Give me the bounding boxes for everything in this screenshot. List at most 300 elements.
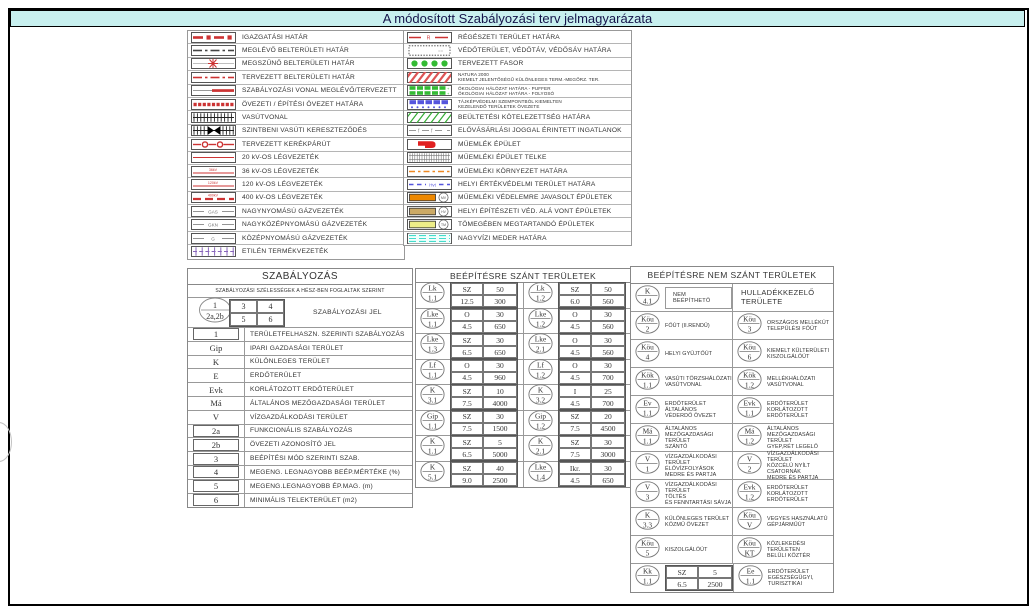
- grid-cell: 40: [483, 462, 517, 474]
- zone-label: KIEMELT KÜLTERÜLETI KISZOLGÁLÓÚT: [767, 347, 830, 360]
- legend-row: [404, 232, 631, 245]
- legend-label: KÖZÉPNYOMÁSÚ GÁZVEZETÉK: [242, 234, 348, 242]
- szabalyozas-row: [188, 383, 412, 397]
- svg-text:2.1: 2.1: [535, 344, 546, 354]
- svg-text:Köu: Köu: [743, 342, 756, 352]
- grid-cell: 4.5: [559, 346, 591, 358]
- zone-label: ORSZÁGOS MELLÉKÚT TELEPÜLÉSI FŐÚT: [767, 319, 830, 332]
- legend-label: TERVEZETT FASOR: [458, 60, 524, 68]
- zone-cell: [631, 480, 732, 507]
- zone-row: [416, 360, 630, 386]
- zone-circle: [420, 384, 445, 410]
- zone-cell: [523, 411, 630, 436]
- grid-cell: SZ: [559, 436, 591, 448]
- gas-mid-high-pressure-icon: [191, 219, 236, 230]
- svg-text:2: 2: [645, 323, 650, 333]
- svg-text:Má: Má: [642, 426, 653, 436]
- zone-cell: [732, 312, 833, 339]
- svg-text:120kV: 120kV: [207, 180, 219, 185]
- zone-cell: [416, 462, 523, 488]
- grid-cell: SZ: [451, 436, 483, 448]
- legend-label: NAGYVÍZI MEDER HATÁRA: [458, 235, 547, 243]
- grid-cell: 6: [257, 313, 284, 326]
- svg-text:6: 6: [747, 351, 752, 361]
- power-20kv-icon: [191, 152, 236, 163]
- svg-text:400kV: 400kV: [207, 193, 219, 198]
- gas-high-pressure-icon: [191, 206, 236, 217]
- svg-text:1.1: 1.1: [744, 407, 755, 417]
- zone-label: VÍZGAZDÁLKODÁSI TERÜLET: [250, 413, 348, 421]
- zone-label: ERDŐTERÜLET EGÉSZSÉGÜGYI, TURISZTIKAI: [768, 569, 814, 587]
- zone-circle: [528, 282, 553, 308]
- zone-cell: [631, 564, 733, 592]
- zone-circle: [737, 313, 762, 339]
- legend-label: 20 kV-OS LÉGVEZETÉK: [242, 154, 320, 162]
- zone-cell: [732, 508, 833, 535]
- legend-row: [188, 165, 404, 178]
- svg-text:Kök: Kök: [641, 370, 654, 380]
- svg-text:Gip: Gip: [534, 411, 547, 421]
- grid-cell: 700: [591, 397, 625, 409]
- zone-label: KÜLÖNLEGES TERÜLET: [250, 358, 331, 366]
- grid-cell: 30: [591, 436, 625, 448]
- grid-cell: 5: [230, 313, 257, 326]
- zone-parameter-grid: [450, 282, 518, 308]
- legend-row: [188, 218, 404, 231]
- szabalyozas-row: [188, 452, 412, 466]
- zone-circle: [528, 359, 553, 385]
- svg-text:5: 5: [645, 547, 650, 557]
- zone-circle: [635, 341, 660, 367]
- legend-label: TERVEZETT BELTERÜLETI HATÁR: [242, 73, 355, 81]
- zone-parameter-grid: [558, 282, 626, 308]
- svg-text:Kk: Kk: [642, 566, 653, 576]
- svg-text:Köu: Köu: [743, 314, 756, 324]
- zone-row: [416, 436, 630, 462]
- grid-cell: SZ: [451, 462, 483, 474]
- archaeological-boundary-icon: [407, 32, 452, 43]
- svg-text:2a,2b: 2a,2b: [206, 312, 224, 321]
- panel-beepitesre-szant: [415, 268, 631, 488]
- zone-circle: [737, 537, 762, 563]
- svg-text:Lk: Lk: [536, 283, 545, 293]
- zone-cell: [631, 340, 732, 367]
- svg-text:1.1: 1.1: [427, 421, 438, 431]
- svg-text:Hvt: Hvt: [429, 182, 436, 188]
- zone-circle: [635, 369, 660, 395]
- railway-icon: [191, 112, 236, 123]
- legend-row: [404, 44, 631, 57]
- szabalyozas-row: [188, 411, 412, 425]
- svg-text:1.4: 1.4: [535, 472, 546, 482]
- svg-text:+: +: [447, 91, 450, 97]
- zone-row: [416, 309, 630, 335]
- grid-cell: 6.5: [666, 578, 698, 590]
- zone-label: ÁLTALÁNOS MEZŐGAZDASÁGI TERÜLET GYEP,RÉT LEGELŐ: [767, 425, 819, 450]
- regulation-symbol-label: SZABÁLYOZÁSI JEL: [313, 309, 382, 316]
- page-title: A módosított Szabályozási terv jelmagyarázata: [382, 11, 653, 26]
- local-value-protection-icon: [407, 179, 452, 190]
- grid-cell: 3: [230, 300, 257, 313]
- svg-text:Ee: Ee: [746, 566, 755, 576]
- svg-text:1.1: 1.1: [642, 379, 653, 389]
- zone-label: KORLÁTOZOTT ERDŐTERÜLET: [250, 386, 355, 394]
- legend-row: [188, 71, 404, 84]
- svg-text:K: K: [429, 385, 436, 395]
- szabalyozas-row: [188, 356, 412, 370]
- grid-cell: 2500: [483, 474, 517, 486]
- szabalyozas-row: [188, 328, 412, 342]
- svg-text:K: K: [644, 510, 651, 520]
- zone-circle: [635, 313, 660, 339]
- zone-parameter-grid: [450, 461, 518, 487]
- legend-row: [404, 85, 631, 98]
- zone-cell: [416, 411, 523, 436]
- legend-label: VASÚTVONAL: [242, 114, 288, 122]
- zone-label: VEGYES HASZNÁLATÚ GÉPJÁRMŰÚT: [767, 515, 828, 528]
- legend-label: MŰEMLÉK ÉPÜLET: [458, 140, 521, 148]
- szabalyozas-rows: [188, 328, 412, 507]
- zone-label: KÜLÖNLEGES TERÜLET KÖZMŰ ÖVEZET: [665, 515, 730, 528]
- zone-label: ERDŐTERÜLET KORLÁTOZOTT ERDŐTERÜLET: [767, 400, 809, 419]
- regulation-line-icon: [191, 85, 236, 96]
- svg-text:1.2: 1.2: [535, 293, 546, 303]
- grid-cell: 7.5: [451, 423, 483, 435]
- zone-circle: [635, 509, 660, 535]
- legend-label: MŰEMLÉKI ÉPÜLET TELKE: [458, 154, 547, 162]
- grid-cell: 25: [591, 385, 625, 397]
- szabalyozas-row: [188, 369, 412, 383]
- zone-cell: [732, 480, 833, 507]
- szabalyozas-row: [188, 425, 412, 439]
- grid-cell: O: [559, 309, 591, 321]
- svg-text:1.2: 1.2: [744, 435, 755, 445]
- zone-circle: [635, 425, 660, 451]
- legend-label: HELYI ÉRTÉKVÉDELMI TERÜLET HATÁRA: [458, 180, 596, 188]
- power-36kv-icon: [191, 166, 236, 177]
- svg-text:==: ==: [438, 48, 444, 54]
- zone-cell: [732, 284, 833, 311]
- grid-cell: 4500: [591, 423, 625, 435]
- zone-circle: [528, 435, 553, 461]
- nem-szant-rows: [631, 284, 833, 592]
- zone-row: [631, 480, 833, 508]
- legend-label: 36 kV-OS LÉGVEZETÉK: [242, 167, 320, 175]
- zone-circle: [528, 410, 553, 436]
- legend-row: [404, 111, 631, 124]
- grid-cell: O: [451, 309, 483, 321]
- zone-cell: [631, 452, 732, 479]
- svg-text:K: K: [537, 385, 544, 395]
- svg-text:1: 1: [213, 301, 217, 310]
- zone-label: VÍZGAZDÁLKODÁSI TERÜLET ÉLŐVÍZFOLYÁSOK MEDRE ÉS PARTJA: [665, 453, 717, 478]
- zone-cell: [732, 536, 833, 563]
- legend-row: [188, 98, 404, 111]
- grid-cell: 20: [591, 411, 625, 423]
- zone-parameter-grid: [450, 308, 518, 334]
- legend-row: [404, 192, 631, 205]
- zone-circle: [635, 565, 660, 591]
- zone-circle: [420, 461, 445, 487]
- svg-text:K: K: [429, 462, 436, 472]
- grid-cell: SZ: [559, 411, 591, 423]
- zone-cell: [631, 396, 732, 423]
- grid-cell: 10: [483, 385, 517, 397]
- svg-text:Lf: Lf: [537, 360, 544, 370]
- grid-cell: 30: [483, 360, 517, 372]
- eco-network-icon: [407, 85, 452, 96]
- grid-cell: 6.0: [559, 295, 591, 307]
- svg-text:1.2: 1.2: [535, 370, 546, 380]
- zone-code: V: [188, 411, 245, 424]
- zone-cell: [631, 536, 732, 563]
- svg-text:K: K: [644, 286, 651, 296]
- svg-text:Lke: Lke: [534, 309, 547, 319]
- monument-surroundings-icon: [407, 166, 452, 177]
- szabalyozas-row: [188, 438, 412, 452]
- svg-text:V: V: [746, 454, 753, 464]
- legend-row: [188, 125, 404, 138]
- zone-parameter-grid: [558, 410, 626, 436]
- legend-row: [188, 44, 404, 57]
- svg-text:+: +: [447, 86, 450, 92]
- svg-text:Evk: Evk: [743, 482, 756, 492]
- zone-code: [188, 328, 245, 341]
- planned-tree-row-icon: [407, 58, 452, 69]
- zone-label: MELLÉKHÁLÓZATI VASÚTVONAL: [767, 375, 816, 388]
- zone-cell: [523, 309, 630, 334]
- svg-text:Lke: Lke: [426, 334, 439, 344]
- grid-cell: O: [451, 360, 483, 372]
- admin-boundary-icon: [191, 32, 236, 43]
- zone-circle: [737, 397, 762, 423]
- svg-text:3: 3: [747, 323, 752, 333]
- zone-parameter-grid: [558, 333, 626, 359]
- svg-text:1.3: 1.3: [427, 344, 438, 354]
- legend-row: [404, 205, 631, 218]
- zone-code: Evk: [188, 383, 245, 396]
- zone-circle: [420, 410, 445, 436]
- zone-cell: [631, 312, 732, 339]
- regulation-symbol-circle: [198, 297, 232, 328]
- planned-urban-boundary-icon: [191, 72, 236, 83]
- zone-parameter-grid: [558, 435, 626, 461]
- zone-cell: [631, 368, 732, 395]
- svg-text:Lke: Lke: [426, 309, 439, 319]
- legend-label: TERVEZETT KERÉKPÁRÚT: [242, 140, 331, 148]
- legend-row: [404, 138, 631, 151]
- zone-code-box: 4: [193, 466, 239, 478]
- zone-label: VASÚTI TÖRZSHÁLÓZATI VASÚTVONAL: [665, 375, 732, 388]
- legend-label: TÖMEGÉBEN MEGTARTANDÓ ÉPÜLETEK: [458, 221, 595, 229]
- grid-cell: 560: [591, 321, 625, 333]
- proposed-monument-icon: [407, 192, 452, 203]
- zone-code: [188, 494, 245, 508]
- zone-row: [631, 564, 833, 592]
- grid-cell: 6.5: [451, 448, 483, 460]
- grid-cell: SZ: [451, 283, 483, 295]
- zone-label: MEGENG.LEGNAGYOBB ÉP.MAG. (m): [250, 482, 373, 490]
- zone-cell: [631, 284, 732, 311]
- zone-row: [631, 284, 833, 312]
- zone-code: Gip: [188, 342, 245, 355]
- panel-szant-title: BEÉPÍTÉSRE SZÁNT TERÜLETEK: [416, 269, 630, 283]
- svg-text:1.2: 1.2: [535, 421, 546, 431]
- zone-row: [416, 462, 630, 488]
- zone-row: [631, 340, 833, 368]
- zone-cell: [732, 368, 833, 395]
- grid-cell: 4: [257, 300, 284, 313]
- local-protected-building-icon: [407, 206, 452, 217]
- grid-cell: 1500: [483, 423, 517, 435]
- zone-circle: [737, 341, 762, 367]
- grid-cell: Ikr.: [559, 462, 591, 474]
- zone-row: [631, 312, 833, 340]
- zone-cell: [732, 452, 833, 479]
- svg-text:3: 3: [645, 491, 650, 501]
- legend-row: [188, 85, 404, 98]
- svg-text:5.1: 5.1: [427, 472, 438, 482]
- zone-circle: [420, 359, 445, 385]
- svg-text:Köu: Köu: [641, 314, 654, 324]
- zone-parameter-grid: [450, 435, 518, 461]
- grid-cell: 30: [591, 360, 625, 372]
- zone-parameter-grid: [558, 308, 626, 334]
- zone-label: BEÉPÍTÉSI MÓD SZERINTI SZAB.: [250, 455, 360, 463]
- zone-circle: [420, 308, 445, 334]
- legend-label: ÖVEZETI / ÉPÍTÉSI ÖVEZET HATÁRA: [242, 100, 364, 108]
- svg-text:1.1: 1.1: [427, 446, 438, 456]
- szabalyozas-row: [188, 342, 412, 356]
- grid-cell: 6.5: [451, 346, 483, 358]
- zone-circle: [737, 509, 762, 535]
- gas-mid-pressure-icon: [191, 233, 236, 244]
- zone-label: ERDŐTERÜLET ÁLTALÁNOS VÉDERDŐ ÖVEZET: [665, 400, 717, 419]
- panel-beepitesre-nem-szant: [630, 266, 834, 593]
- zone-cell: [631, 508, 732, 535]
- grid-cell: 4.5: [559, 372, 591, 384]
- szabalyozas-row: [188, 397, 412, 411]
- svg-text:V: V: [644, 454, 651, 464]
- svg-text:Evk: Evk: [743, 398, 756, 408]
- grid-cell: 4.5: [559, 474, 591, 486]
- zone-cell: [523, 462, 630, 488]
- legend-row: [404, 152, 631, 165]
- legend-row: [188, 58, 404, 71]
- zone-boundary-icon: [191, 99, 236, 110]
- planned-bike-path-icon: [191, 139, 236, 150]
- szant-rows: [416, 283, 630, 487]
- legend-row: [188, 111, 404, 124]
- zone-code: [188, 480, 245, 493]
- zone-label: ERDŐTERÜLET KORLÁTOZOTT ERDŐTERÜLET: [767, 484, 809, 503]
- zone-circle: [737, 481, 762, 507]
- svg-text:4.1: 4.1: [642, 295, 653, 305]
- grid-cell: 4000: [483, 397, 517, 409]
- legend-label: HELYI ÉPÍTÉSZETI VÉD. ALÁ VONT ÉPÜLETEK: [458, 207, 612, 215]
- panel-szabalyozas: [187, 268, 413, 508]
- zone-parameter-grid: [558, 461, 626, 487]
- svg-text:Köu: Köu: [641, 342, 654, 352]
- legend-row: [404, 165, 631, 178]
- zone-code-box: 6: [193, 494, 239, 506]
- zone-cell: [523, 360, 630, 385]
- grid-cell: 7.5: [559, 448, 591, 460]
- zone-row: [416, 411, 630, 437]
- grid-cell: 30: [483, 411, 517, 423]
- legend-table-areas: [403, 30, 632, 246]
- zone-row: [631, 396, 833, 424]
- zone-label: ÖVEZETI AZONOSÍTÓ JEL: [250, 441, 336, 449]
- szabalyozas-row: [188, 466, 412, 480]
- grid-cell: 960: [483, 372, 517, 384]
- legend-row: [188, 245, 404, 258]
- zone-cell: [416, 436, 523, 461]
- grid-cell: 4.5: [559, 321, 591, 333]
- svg-text:Köu: Köu: [743, 510, 756, 520]
- zone-code: E: [188, 369, 245, 382]
- floodway-boundary-icon: [407, 233, 452, 244]
- svg-text:3.2: 3.2: [535, 395, 546, 405]
- grid-cell: 9.0: [451, 474, 483, 486]
- zone-label: MINIMÁLIS TELEKTERÜLET (m2): [250, 496, 358, 504]
- grid-cell: 7.5: [559, 423, 591, 435]
- power-120kv-icon: [191, 179, 236, 190]
- zone-cell: [523, 334, 630, 359]
- power-400kv-icon: [191, 192, 236, 203]
- zone-code: [188, 438, 245, 451]
- not-buildable-box: NEM BEÉPÍTHETŐ: [665, 287, 732, 309]
- legend-row: [188, 178, 404, 191]
- grid-cell: I: [559, 385, 591, 397]
- svg-text:Gip: Gip: [426, 411, 439, 421]
- zone-cell: [523, 283, 630, 308]
- legend-row: [188, 205, 404, 218]
- legend-label: MEGLÉVŐ BELTERÜLETI HATÁR: [242, 47, 349, 55]
- grid-cell: 650: [483, 346, 517, 358]
- zone-code: [188, 425, 245, 438]
- grid-cell: SZ: [451, 411, 483, 423]
- planting-obligation-icon: [407, 112, 452, 123]
- zone-label: ÁLTALÁNOS MEZŐGAZDASÁGI TERÜLET SZÁNTÓ: [665, 425, 714, 450]
- svg-text:Köu: Köu: [743, 538, 756, 548]
- zone-circle: [737, 453, 762, 479]
- grid-cell: 5000: [483, 448, 517, 460]
- grid-cell: O: [559, 360, 591, 372]
- legend-label: BEÜLTETÉSI KÖTELEZETTSÉG HATÁRA: [458, 114, 591, 122]
- zone-label: MEGENG. LEGNAGYOBB BEÉP.MÉRTÉKE (%): [250, 468, 401, 476]
- svg-text:2: 2: [747, 463, 752, 473]
- zone-code-box: 1: [193, 328, 239, 340]
- svg-text:GAS: GAS: [208, 209, 218, 215]
- grid-cell: 50: [483, 283, 517, 295]
- grid-cell: SZ: [451, 385, 483, 397]
- grid-cell: 7.5: [451, 397, 483, 409]
- zone-cell: [523, 385, 630, 410]
- zone-code-box: 3: [193, 453, 239, 465]
- grid-cell: 12.5: [451, 295, 483, 307]
- grid-cell: 2500: [698, 578, 732, 590]
- svg-text:MV: MV: [440, 196, 447, 201]
- ceasing-urban-boundary-icon: [191, 58, 236, 69]
- svg-text:1.1: 1.1: [642, 576, 653, 586]
- legend-label: MEGSZŰNŐ BELTERÜLETI HATÁR: [242, 60, 355, 68]
- svg-text:f: f: [431, 129, 433, 136]
- grid-cell: 650: [591, 474, 625, 486]
- zone-code: Má: [188, 397, 245, 410]
- legend-label: MŰEMLÉKI VÉDELEMRE JAVASOLT ÉPÜLETEK: [458, 194, 613, 202]
- svg-text:1.2: 1.2: [744, 379, 755, 389]
